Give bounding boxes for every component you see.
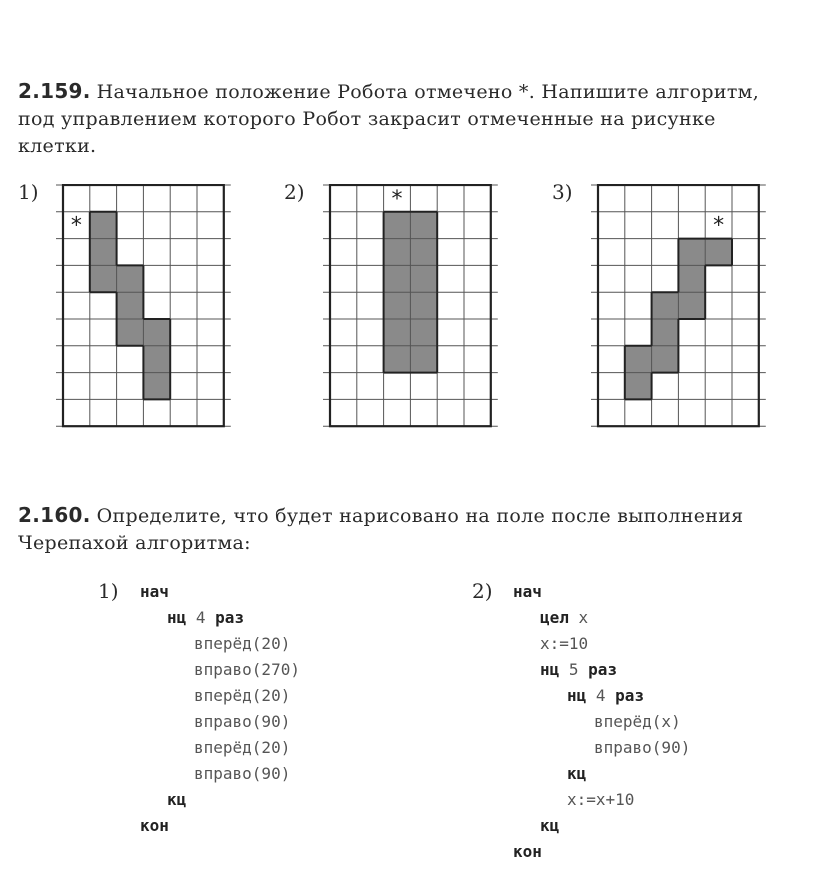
- code-line: [513, 842, 542, 861]
- code-text: вперёд(20): [194, 738, 291, 757]
- code-line: [540, 816, 559, 835]
- robot-start-star-icon: *: [70, 213, 82, 239]
- code-line: [194, 738, 290, 757]
- code-text: вперёд(20): [194, 686, 291, 705]
- program-label: 2): [472, 579, 493, 603]
- task-number: 2.159.: [18, 79, 91, 103]
- robot-start-star-icon: *: [391, 186, 403, 212]
- figure-label: 2): [284, 180, 305, 204]
- code-line: [140, 816, 169, 835]
- code-keyword: нач: [513, 582, 542, 601]
- figure-label: 3): [552, 180, 573, 204]
- code-line: [194, 686, 290, 705]
- shaded-cell: [143, 346, 170, 373]
- code-keyword: цел: [540, 608, 569, 627]
- shaded-cell: [652, 292, 679, 319]
- shaded-cell: [90, 212, 117, 239]
- task-160: [18, 502, 778, 557]
- code-keyword: кц: [167, 790, 187, 809]
- shaded-cell: [652, 346, 679, 373]
- code-line: [194, 634, 290, 653]
- shaded-cell: [143, 319, 170, 346]
- program-label: 1): [98, 579, 119, 603]
- code-line: [194, 660, 300, 679]
- figure-label: 1): [18, 180, 39, 204]
- shaded-cell: [652, 319, 679, 346]
- shaded-cell: [117, 319, 144, 346]
- shaded-cell: [625, 346, 652, 373]
- code-text: вперёд(20): [194, 634, 291, 653]
- code-line: [567, 764, 586, 783]
- code-keyword: кц: [540, 816, 560, 835]
- code-line: [567, 790, 634, 809]
- code-text: вправо(90): [594, 738, 691, 757]
- code-line: [194, 712, 290, 731]
- code-line: [194, 764, 290, 783]
- code-line: [140, 582, 169, 601]
- code-line: [540, 660, 617, 679]
- shaded-cell: [384, 319, 411, 346]
- code-keyword: кц: [567, 764, 587, 783]
- shaded-cell: [384, 346, 411, 373]
- code-keyword: нц: [540, 660, 560, 679]
- task-text: Начальное положение Робота отмечено *. Напишите алгоритм, под управлением которого Робот закрасит отмеченные на рисунке клетки.: [18, 81, 760, 157]
- shaded-cell: [678, 292, 705, 319]
- robot-start-star-icon: *: [713, 213, 725, 239]
- code-line: [167, 608, 244, 627]
- code-line: [513, 582, 542, 601]
- code-text: x: [568, 608, 589, 627]
- shaded-cell: [384, 239, 411, 266]
- robot-grid: [322, 184, 501, 429]
- code-text: вправо(90): [194, 764, 291, 783]
- code-keyword: нц: [567, 686, 587, 705]
- shaded-cell: [678, 265, 705, 292]
- code-line: [540, 634, 588, 653]
- shaded-cell: [384, 265, 411, 292]
- shaded-cell: [117, 292, 144, 319]
- robot-grid: [590, 184, 769, 429]
- shaded-cell: [117, 265, 144, 292]
- code-text: 4: [586, 686, 616, 705]
- code-text: вперёд(x): [594, 712, 681, 731]
- task-number: 2.160.: [18, 503, 91, 527]
- code-line: [594, 738, 690, 757]
- code-keyword: кон: [513, 842, 542, 861]
- code-keyword: кон: [140, 816, 169, 835]
- task-159: [18, 78, 778, 160]
- task-text: Определите, что будет нарисовано на поле после выполнения Черепахой алгоритма:: [18, 505, 744, 554]
- code-text: x:=10: [540, 634, 589, 653]
- code-text: вправо(90): [194, 712, 291, 731]
- shaded-cell: [410, 346, 437, 373]
- code-text: x:=x+10: [567, 790, 635, 809]
- code-line: [594, 712, 681, 731]
- code-line: [540, 608, 588, 627]
- shaded-cell: [384, 292, 411, 319]
- code-line: [167, 790, 186, 809]
- shaded-cell: [410, 212, 437, 239]
- shaded-cell: [90, 265, 117, 292]
- code-keyword: раз: [615, 686, 645, 705]
- shaded-cell: [410, 265, 437, 292]
- shaded-cell: [90, 239, 117, 266]
- shaded-cell: [410, 239, 437, 266]
- code-text: 4: [186, 608, 216, 627]
- code-text: 5: [559, 660, 589, 679]
- code-keyword: раз: [215, 608, 245, 627]
- code-keyword: раз: [588, 660, 618, 679]
- shaded-cell: [410, 319, 437, 346]
- shaded-cell: [705, 239, 732, 266]
- shaded-cell: [384, 212, 411, 239]
- code-keyword: нач: [140, 582, 169, 601]
- robot-grid: [55, 184, 234, 429]
- code-line: [567, 686, 644, 705]
- code-text: вправо(270): [194, 660, 300, 679]
- shaded-cell: [143, 373, 170, 400]
- code-keyword: нц: [167, 608, 187, 627]
- shaded-cell: [625, 373, 652, 400]
- shaded-cell: [678, 239, 705, 266]
- shaded-cell: [410, 292, 437, 319]
